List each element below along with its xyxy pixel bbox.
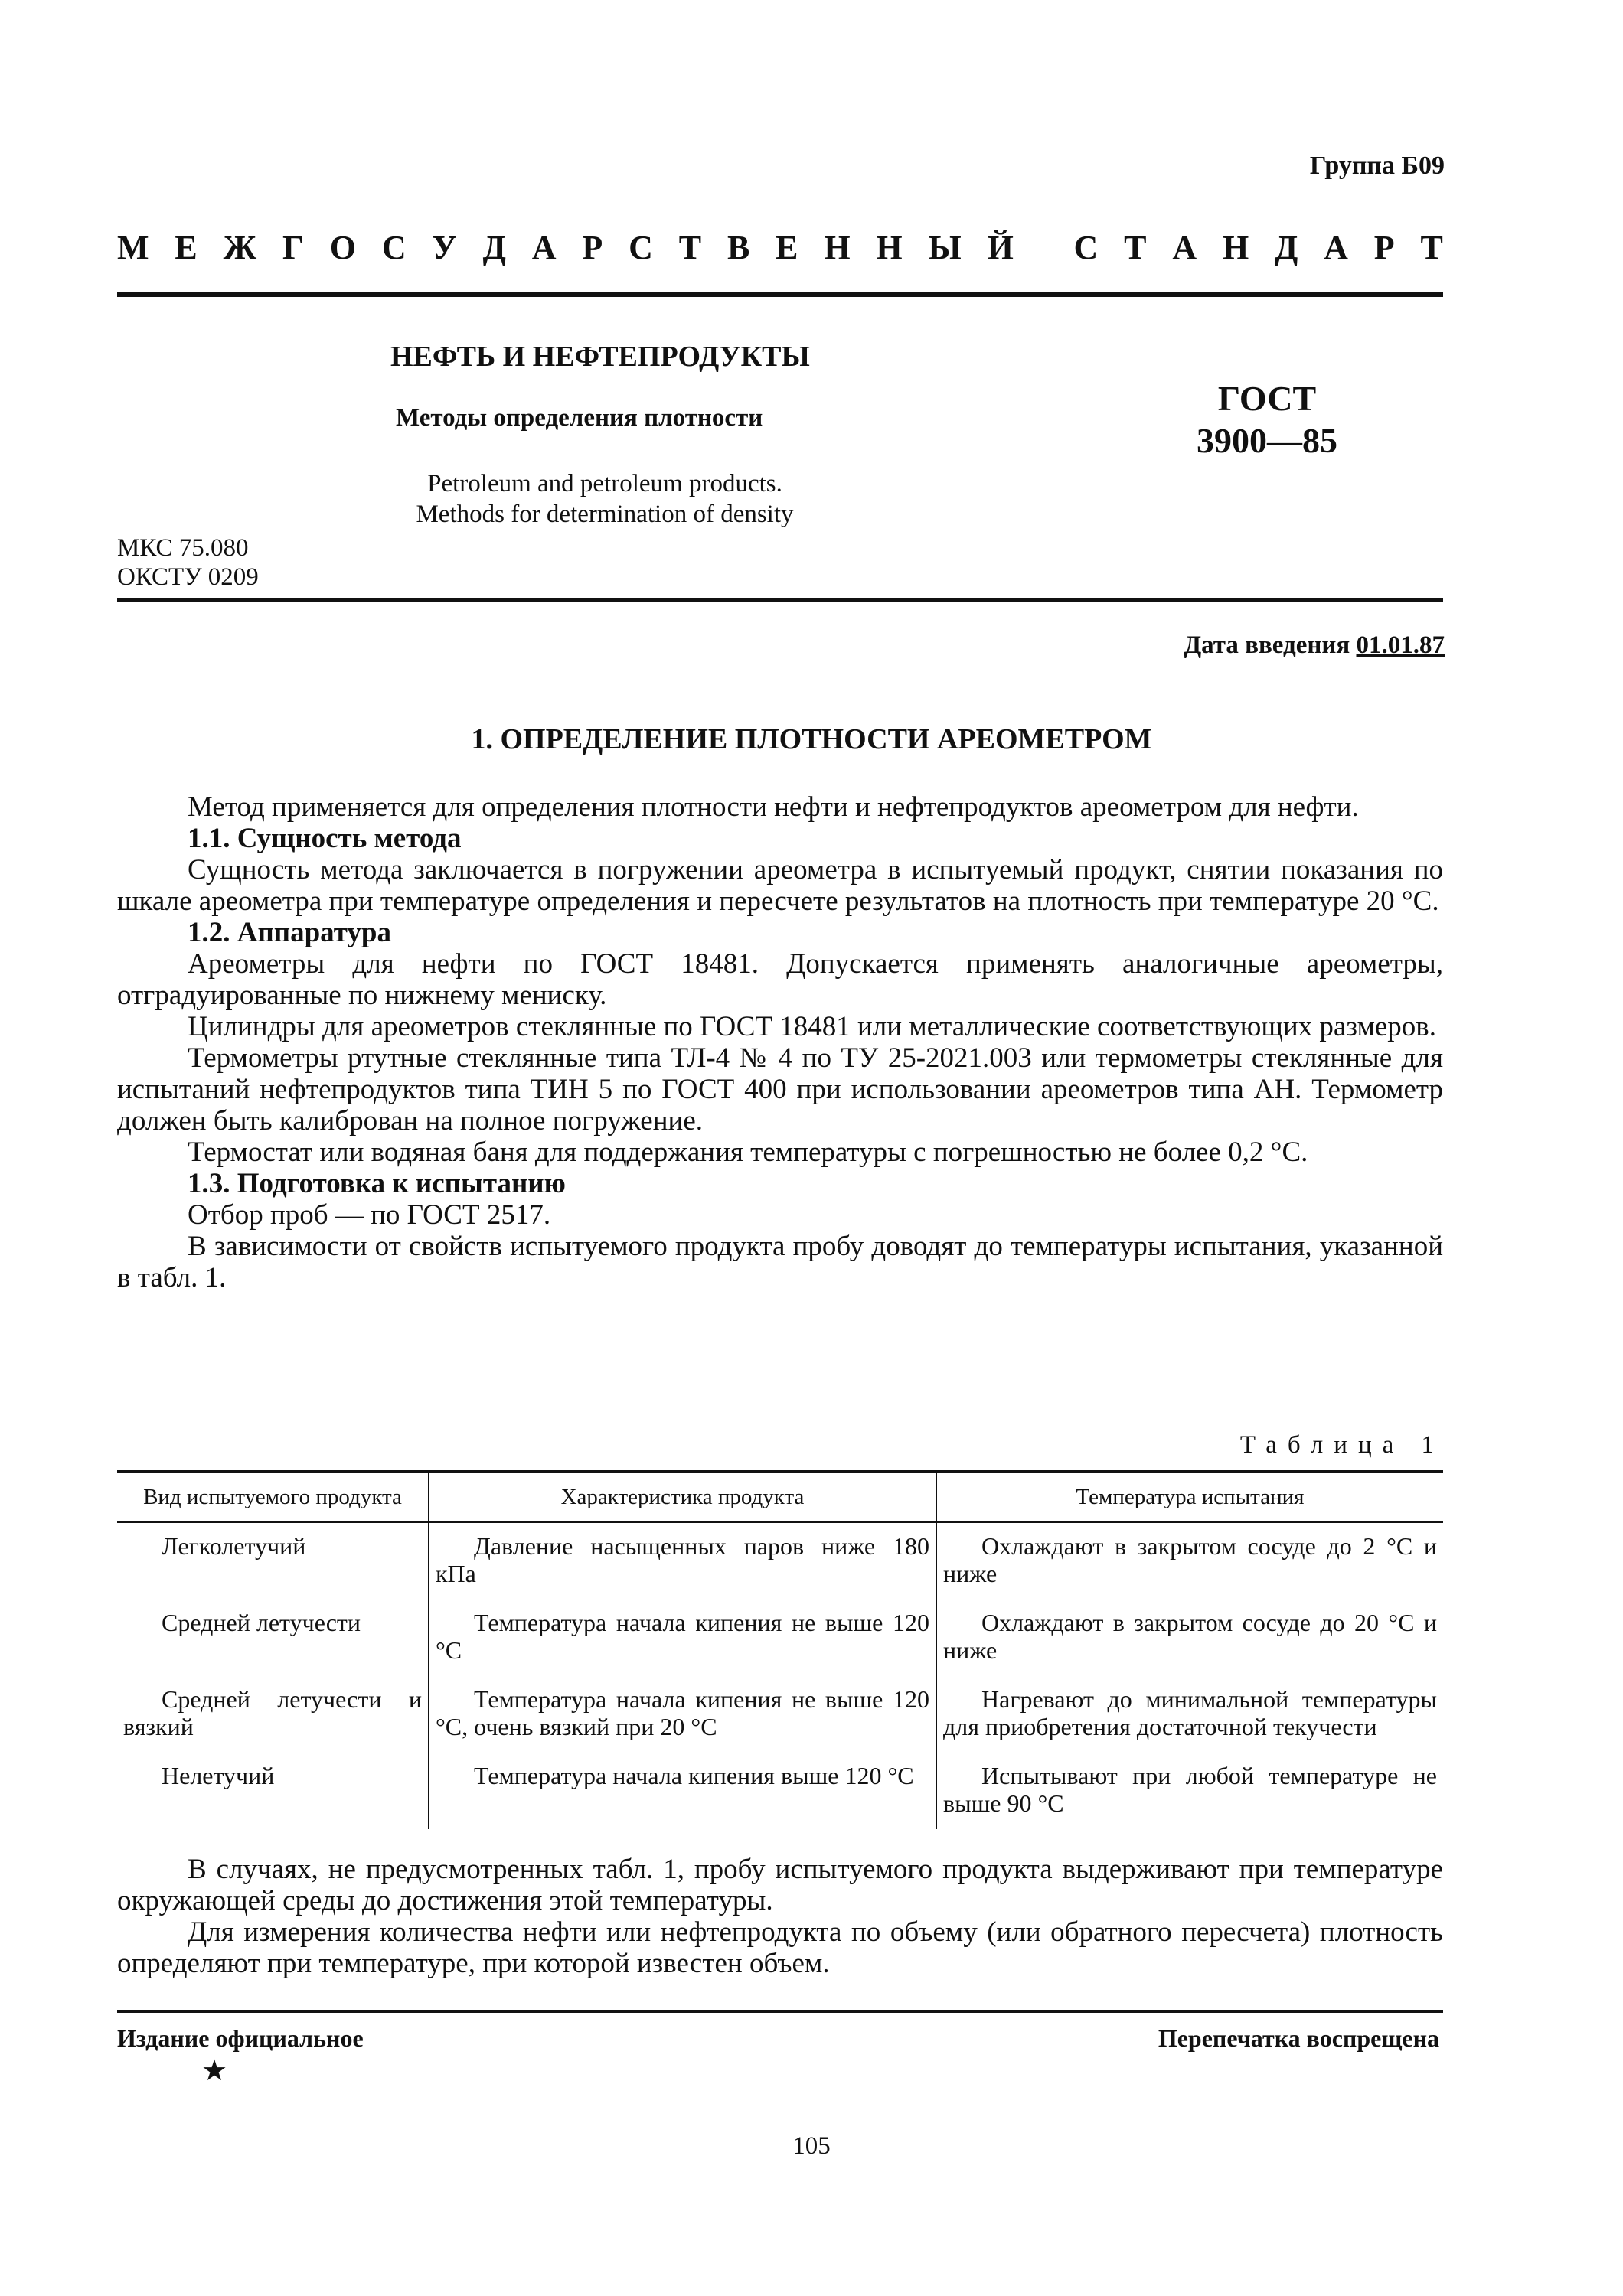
after-table-paragraph-2: Для измерения количества нефти или нефтепродукта по объему (или обратного пересчета) плотность определяют при температуре, при которой известен объем. [117,1916,1443,1979]
after-table-paragraph-1: В случаях, не предусмотренных табл. 1, пробу испытуемого продукта выдерживают при температуре окружающей среды до достижения этой температуры. [117,1854,1443,1916]
paragraph-1-3-a: Отбор проб — по ГОСТ 2517. [188,1199,551,1231]
cell-text: Охлаждают в закрытом сосуде до 20 °С и ниже [943,1609,1437,1664]
subsection-heading-1-3: 1.3. Подготовка к испытанию [188,1168,566,1199]
table-cell [936,1600,1443,1676]
english-title-line2: Methods for determination of density [416,501,794,528]
okstu-code: ОКСТУ 0209 [117,563,259,591]
subsection-heading-1-1: 1.1. Сущность метода [188,823,462,854]
paragraph-1-3-b: В зависимости от свойств испытуемого продукта пробу доводят до температуры испытания, указанной в табл. 1. [117,1231,1443,1293]
table-row [117,1600,1443,1676]
table-cell [936,1676,1443,1753]
table-cell [936,1522,1443,1600]
table-header-row [117,1472,1443,1523]
mks-code: МКС 75.080 [117,534,249,562]
section-heading: 1. ОПРЕДЕЛЕНИЕ ПЛОТНОСТИ АРЕОМЕТРОМ [471,723,1152,755]
gost-number: 3900—85 [1197,421,1337,460]
cell-text: Температура начала кипения не выше 120 °С [436,1609,929,1664]
star-icon: ★ [201,2055,228,2087]
table-cell [117,1600,429,1676]
banner-letter: О [329,229,357,266]
cell-text: Легколетучий [162,1532,306,1560]
footer-rule [117,2010,1443,2013]
subsection-heading-1-2: 1.2. Аппаратура [188,917,391,948]
date-value: 01.01.87 [1356,631,1445,659]
banner-gap [1040,228,1048,267]
banner-letter: В [727,229,750,266]
paragraph-1-2-c: Термометры ртутные стеклянные типа ТЛ-4 № 4 по ТУ 25-2021.003 или термометры стеклянные для испытаний нефтепродуктов типа ТИН 5 по ГОСТ 400 при использовании ареометров типа АН. Термометр должен быть калиброван на полное погружение. [117,1042,1443,1137]
banner-letter: Е [776,229,798,266]
classification-codes [117,533,259,592]
header-rule [117,292,1443,297]
banner-letter: Е [175,229,198,266]
english-title [395,468,815,530]
banner-letter: Ы [928,229,962,266]
title-block-rule [117,598,1443,602]
english-title-line1: Petroleum and petroleum products. [427,470,782,497]
banner-letter: А [1324,229,1348,266]
gost-label: ГОСТ [1217,379,1317,418]
table-cell [117,1522,429,1600]
banner-letter: Й [987,229,1014,266]
banner-letter: Т [678,229,702,266]
document-subtitle: Методы определения плотности [396,404,763,432]
document-title: НЕФТЬ И НЕФТЕПРОДУКТЫ [390,341,810,373]
banner-letter: А [1172,229,1197,266]
cell-text: Температура начала кипения выше 120 °С [474,1762,914,1789]
after-table-body [117,1854,1443,1979]
table-1 [117,1470,1443,1829]
banner-letter: Г [282,229,304,266]
section-body [117,791,1443,1293]
reprint-prohibited-label: Перепечатка воспрещена [1158,2024,1439,2052]
banner-letter: У [432,229,457,266]
introduction-date [1184,631,1445,660]
paragraph-1-2-b: Цилиндры для ареометров стеклянные по ГОСТ 18481 или металлические соответствующих размеров. [188,1011,1436,1042]
banner-letter: Р [1373,229,1395,266]
banner-letter: Ж [223,229,257,266]
banner-letter: Н [876,229,903,266]
page-number: 105 [792,2132,831,2160]
intro-paragraph: Метод применяется для определения плотности нефти и нефтепродуктов ареометром для нефти. [188,791,1359,823]
table-cell [429,1600,936,1676]
banner-letter: С [381,229,407,266]
cell-text: Давление насыщенных паров ниже 180 кПа [436,1532,929,1587]
banner-letter: Д [1275,229,1298,266]
banner-letter: Т [1420,229,1443,266]
banner-letter: С [1073,229,1099,266]
cell-text: Нелетучий [162,1762,275,1789]
table-cell [429,1753,936,1829]
table-header-cell: Вид испытуемого продукта [117,1472,429,1523]
gost-designation [1194,377,1340,461]
date-label: Дата введения [1184,631,1350,659]
banner-letter: А [531,229,557,266]
official-edition-label: Издание официальное [117,2024,364,2052]
table-row [117,1753,1443,1829]
table-cell [429,1676,936,1753]
cell-text: Испытывают при любой температуре не выше 90 °С [943,1762,1437,1817]
cell-text: Температура начала кипения не выше 120 °С, очень вязкий при 20 °С [436,1685,929,1740]
banner-letter: Т [1124,229,1147,266]
standard-banner [117,228,1443,267]
table-caption: Таблица 1 [1239,1431,1445,1459]
table-header-cell: Характеристика продукта [429,1472,936,1523]
banner-letter: С [629,229,653,266]
table-cell [117,1753,429,1829]
cell-text: Средней летучести [162,1609,361,1636]
table-cell [936,1753,1443,1829]
table-row [117,1676,1443,1753]
group-label: Группа Б09 [1309,152,1445,180]
banner-letter: Р [582,229,603,266]
banner-letter: Д [482,229,506,266]
cell-text: Средней летучести и вязкий [123,1685,422,1740]
table-row [117,1522,1443,1600]
banner-letter: Н [1222,229,1249,266]
paragraph-1-2-d: Термостат или водяная баня для поддержания температуры с погрешностью не более 0,2 °С. [188,1137,1308,1168]
banner-letter: Н [824,229,851,266]
table-cell [117,1676,429,1753]
paragraph-1-2-a: Ареометры для нефти по ГОСТ 18481. Допускается применять аналогичные ареометры, отградуированные по нижнему мениску. [117,948,1443,1011]
table-header-cell: Температура испытания [936,1472,1443,1523]
paragraph-1-1: Сущность метода заключается в погружении ареометра в испытуемый продукт, снятии показания по шкале ареометра при температуре определения и пересчете результатов на плотность при температуре 20 °С. [117,854,1443,917]
cell-text: Нагревают до минимальной температуры для приобретения достаточной текучести [943,1685,1437,1740]
cell-text: Охлаждают в закрытом сосуде до 2 °С и ниже [943,1532,1437,1587]
banner-letter: М [117,229,149,266]
table-cell [429,1522,936,1600]
